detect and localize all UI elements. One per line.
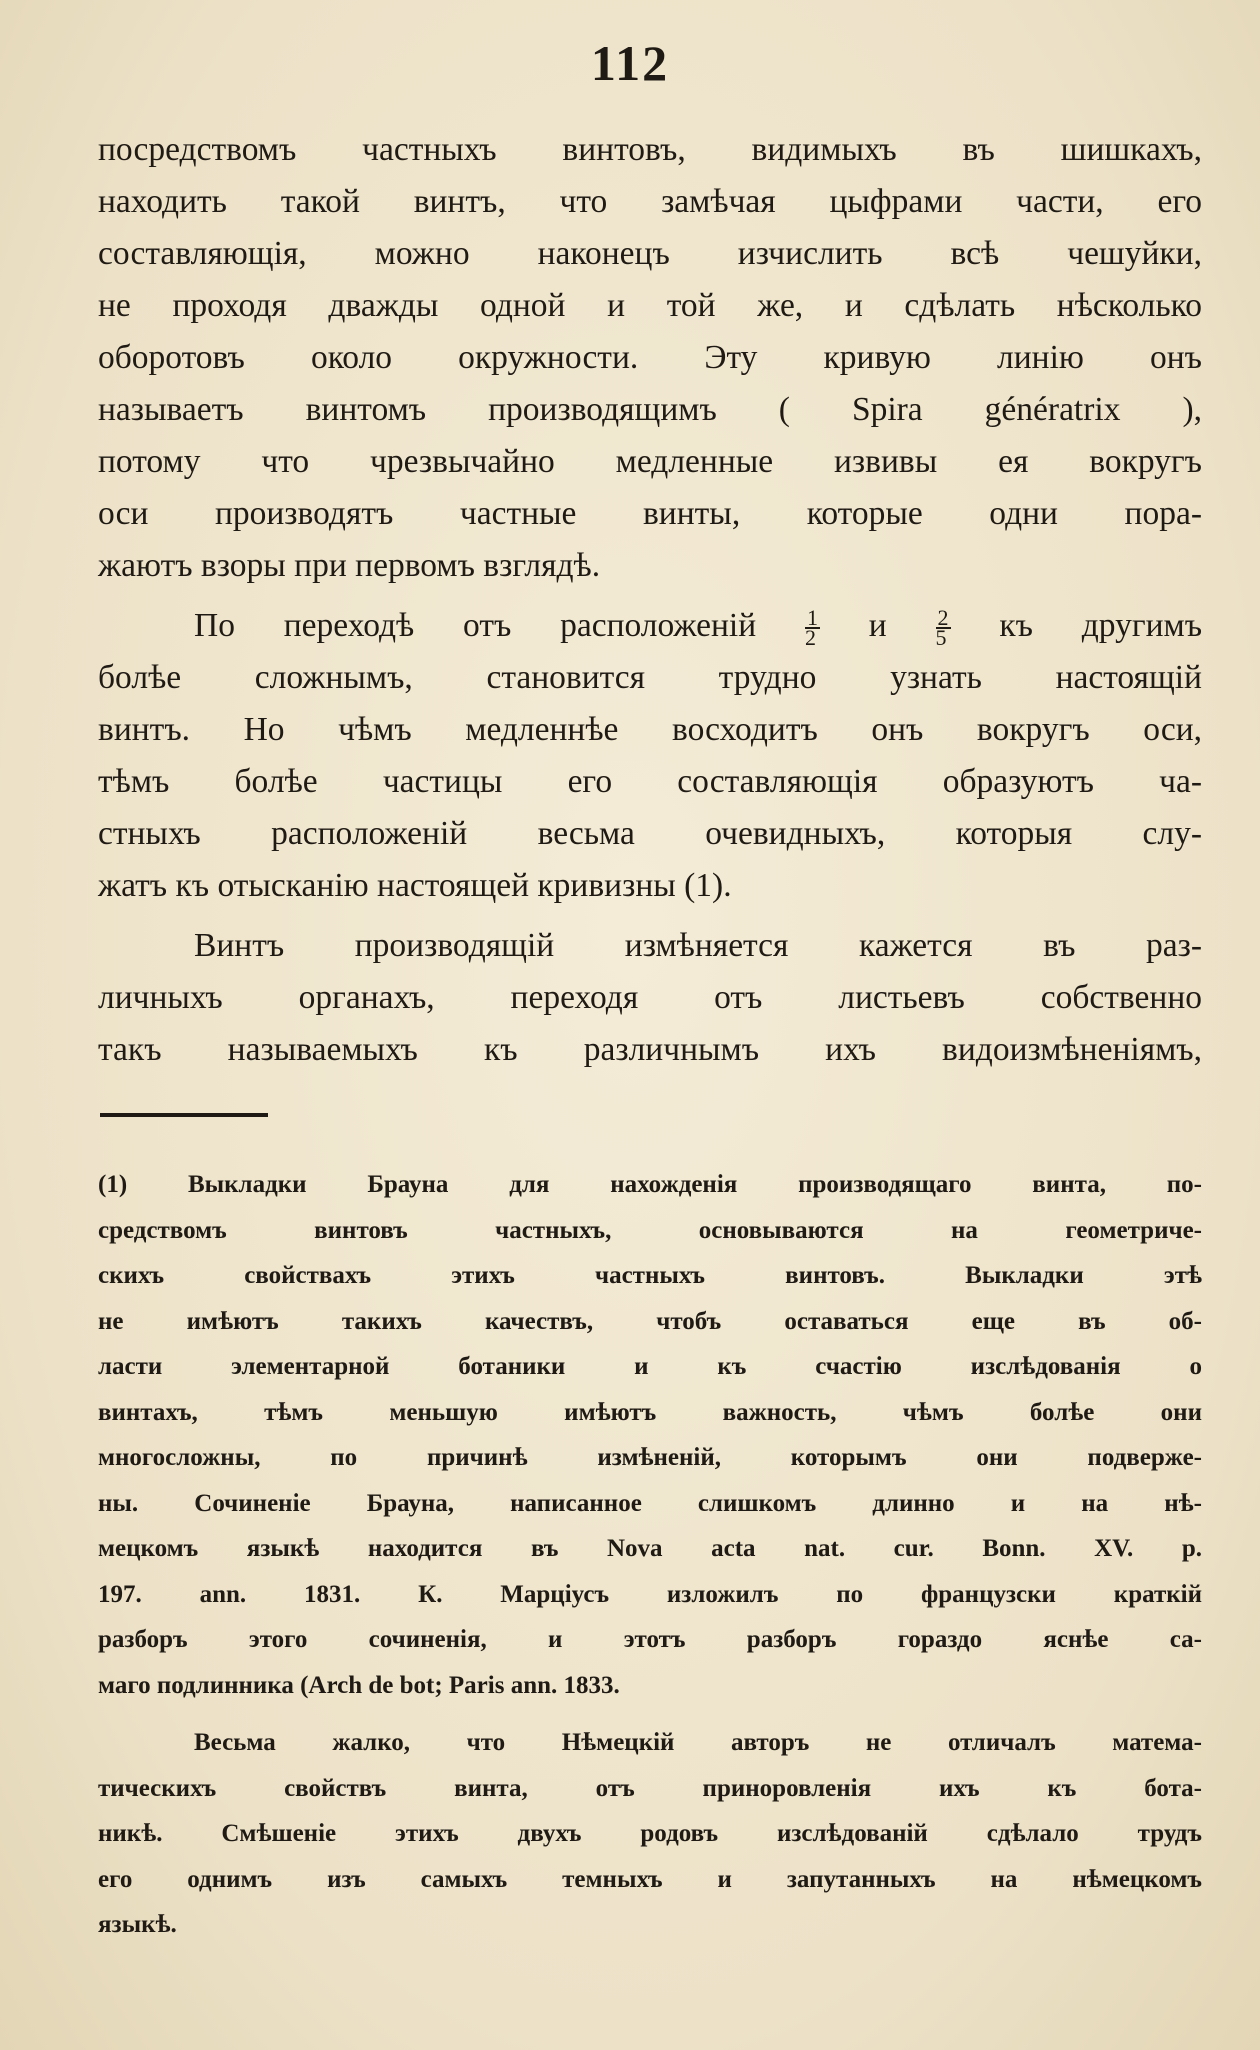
page-number: 112: [590, 35, 670, 91]
text-line: болѣе сложнымъ, становится трудно узнать настоящій: [98, 659, 1202, 696]
footnote-line: не имѣютъ такихъ качествъ, чтобъ оставаться еще въ об-: [98, 1307, 1202, 1335]
footnote-line: никѣ. Смѣшеніе этихъ двухъ родовъ изслѣдованій сдѣлало трудъ: [98, 1820, 1202, 1847]
fraction-denominator: 2: [804, 625, 816, 651]
fraction-denominator: 5: [935, 625, 947, 651]
text-line: такъ называемыхъ къ различнымъ ихъ видоизмѣненіямъ,: [98, 1031, 1202, 1068]
text-line: винтъ. Но чѣмъ медленнѣе восходитъ онъ вокругъ оси,: [98, 711, 1202, 748]
footnote-line: средствомъ винтовъ частныхъ, основываются на геометриче-: [98, 1216, 1202, 1244]
text-line: Винтъ производящій измѣняется кажется въ раз-: [194, 927, 1202, 964]
paragraph-2: [98, 600, 1202, 912]
footnote-line: ны. Сочиненіе Брауна, написанное слишкомъ длинно и на нѣ-: [98, 1489, 1202, 1517]
footnote-line: тическихъ свойствъ винта, отъ приноровленія ихъ къ бота-: [98, 1774, 1202, 1802]
text-line: не проходя дважды одной и той же, и сдѣлать нѣсколько: [98, 287, 1202, 324]
text-line: жатъ къ отысканію настоящей кривизны (1).: [98, 867, 732, 904]
footnote-line: маго подлинника (Arch de bot; Paris ann. 1833.: [98, 1671, 620, 1699]
fraction-two-fifths: [935, 605, 951, 651]
footnote-line: ласти элементарной ботаники и къ счастію изслѣдованія о: [98, 1353, 1202, 1380]
footnote-line: мецкомъ языкѣ находится въ Nova acta nat. cur. Bonn. XV. p.: [98, 1535, 1202, 1562]
text-fragment: къ другимъ: [999, 607, 1203, 644]
text-line-with-fractions: [98, 600, 1202, 652]
text-line: оборотовъ около окружности. Эту кривую линію онъ: [98, 339, 1202, 376]
paragraph-1: [98, 124, 1202, 592]
text-line: тѣмъ болѣе частицы его составляющія образуютъ ча-: [98, 763, 1202, 800]
text-fragment: По переходѣ отъ расположеній: [194, 607, 757, 644]
text-line: личныхъ органахъ, переходя отъ листьевъ собственно: [98, 979, 1202, 1016]
fraction-numerator: 1: [806, 605, 818, 631]
text-line: стныхъ расположеній весьма очевидныхъ, которыя слу-: [98, 815, 1202, 852]
footnote-line: скихъ свойствахъ этихъ частныхъ винтовъ. Выкладки этѣ: [98, 1262, 1202, 1289]
fraction-one-half: [804, 605, 820, 651]
footnote-line: (1) Выкладки Брауна для нахожденія производящаго винта, по-: [98, 1171, 1202, 1198]
text-fragment: и: [868, 607, 887, 644]
footnote-line: 197. ann. 1831. К. Марціусъ изложилъ по французски краткій: [98, 1580, 1202, 1608]
text-line: потому что чрезвычайно медленные извивы ея вокругъ: [98, 443, 1202, 480]
footnote-line: его однимъ изъ самыхъ темныхъ и запутанныхъ на нѣмецкомъ: [98, 1865, 1202, 1893]
text-line: жаютъ взоры при первомъ взглядѣ.: [98, 547, 601, 584]
main-text: [98, 124, 1202, 1084]
text-line: посредствомъ частныхъ винтовъ, видимыхъ въ шишкахъ,: [98, 131, 1202, 168]
footnote-2: [98, 1720, 1202, 1948]
footnotes: [98, 1162, 1202, 1960]
text-line: составляющія, можно наконецъ изчислить всѣ чешуйки,: [98, 235, 1202, 272]
text-line: находить такой винтъ, что замѣчая цыфрами части, его: [98, 183, 1202, 220]
footnote-separator: [100, 1113, 268, 1117]
footnote-line: многосложны, по причинѣ измѣненій, которымъ они подверже-: [98, 1444, 1202, 1471]
paragraph-3: [98, 920, 1202, 1076]
footnote-line: разборъ этого сочиненія, и этотъ разборъ гораздо яснѣе са-: [98, 1626, 1202, 1653]
footnote-line: винтахъ, тѣмъ меньшую имѣютъ важность, чѣмъ болѣе они: [98, 1398, 1202, 1426]
footnote-line: языкѣ.: [98, 1911, 177, 1938]
text-line: называетъ винтомъ производящимъ ( Spira génératrix ),: [98, 391, 1202, 428]
text-line: оси производятъ частные винты, которые одни пора-: [98, 495, 1202, 532]
footnote-1: [98, 1162, 1202, 1708]
footnote-line: Весьма жалко, что Нѣмецкій авторъ не отличалъ матема-: [194, 1729, 1202, 1756]
fraction-numerator: 2: [937, 605, 949, 631]
